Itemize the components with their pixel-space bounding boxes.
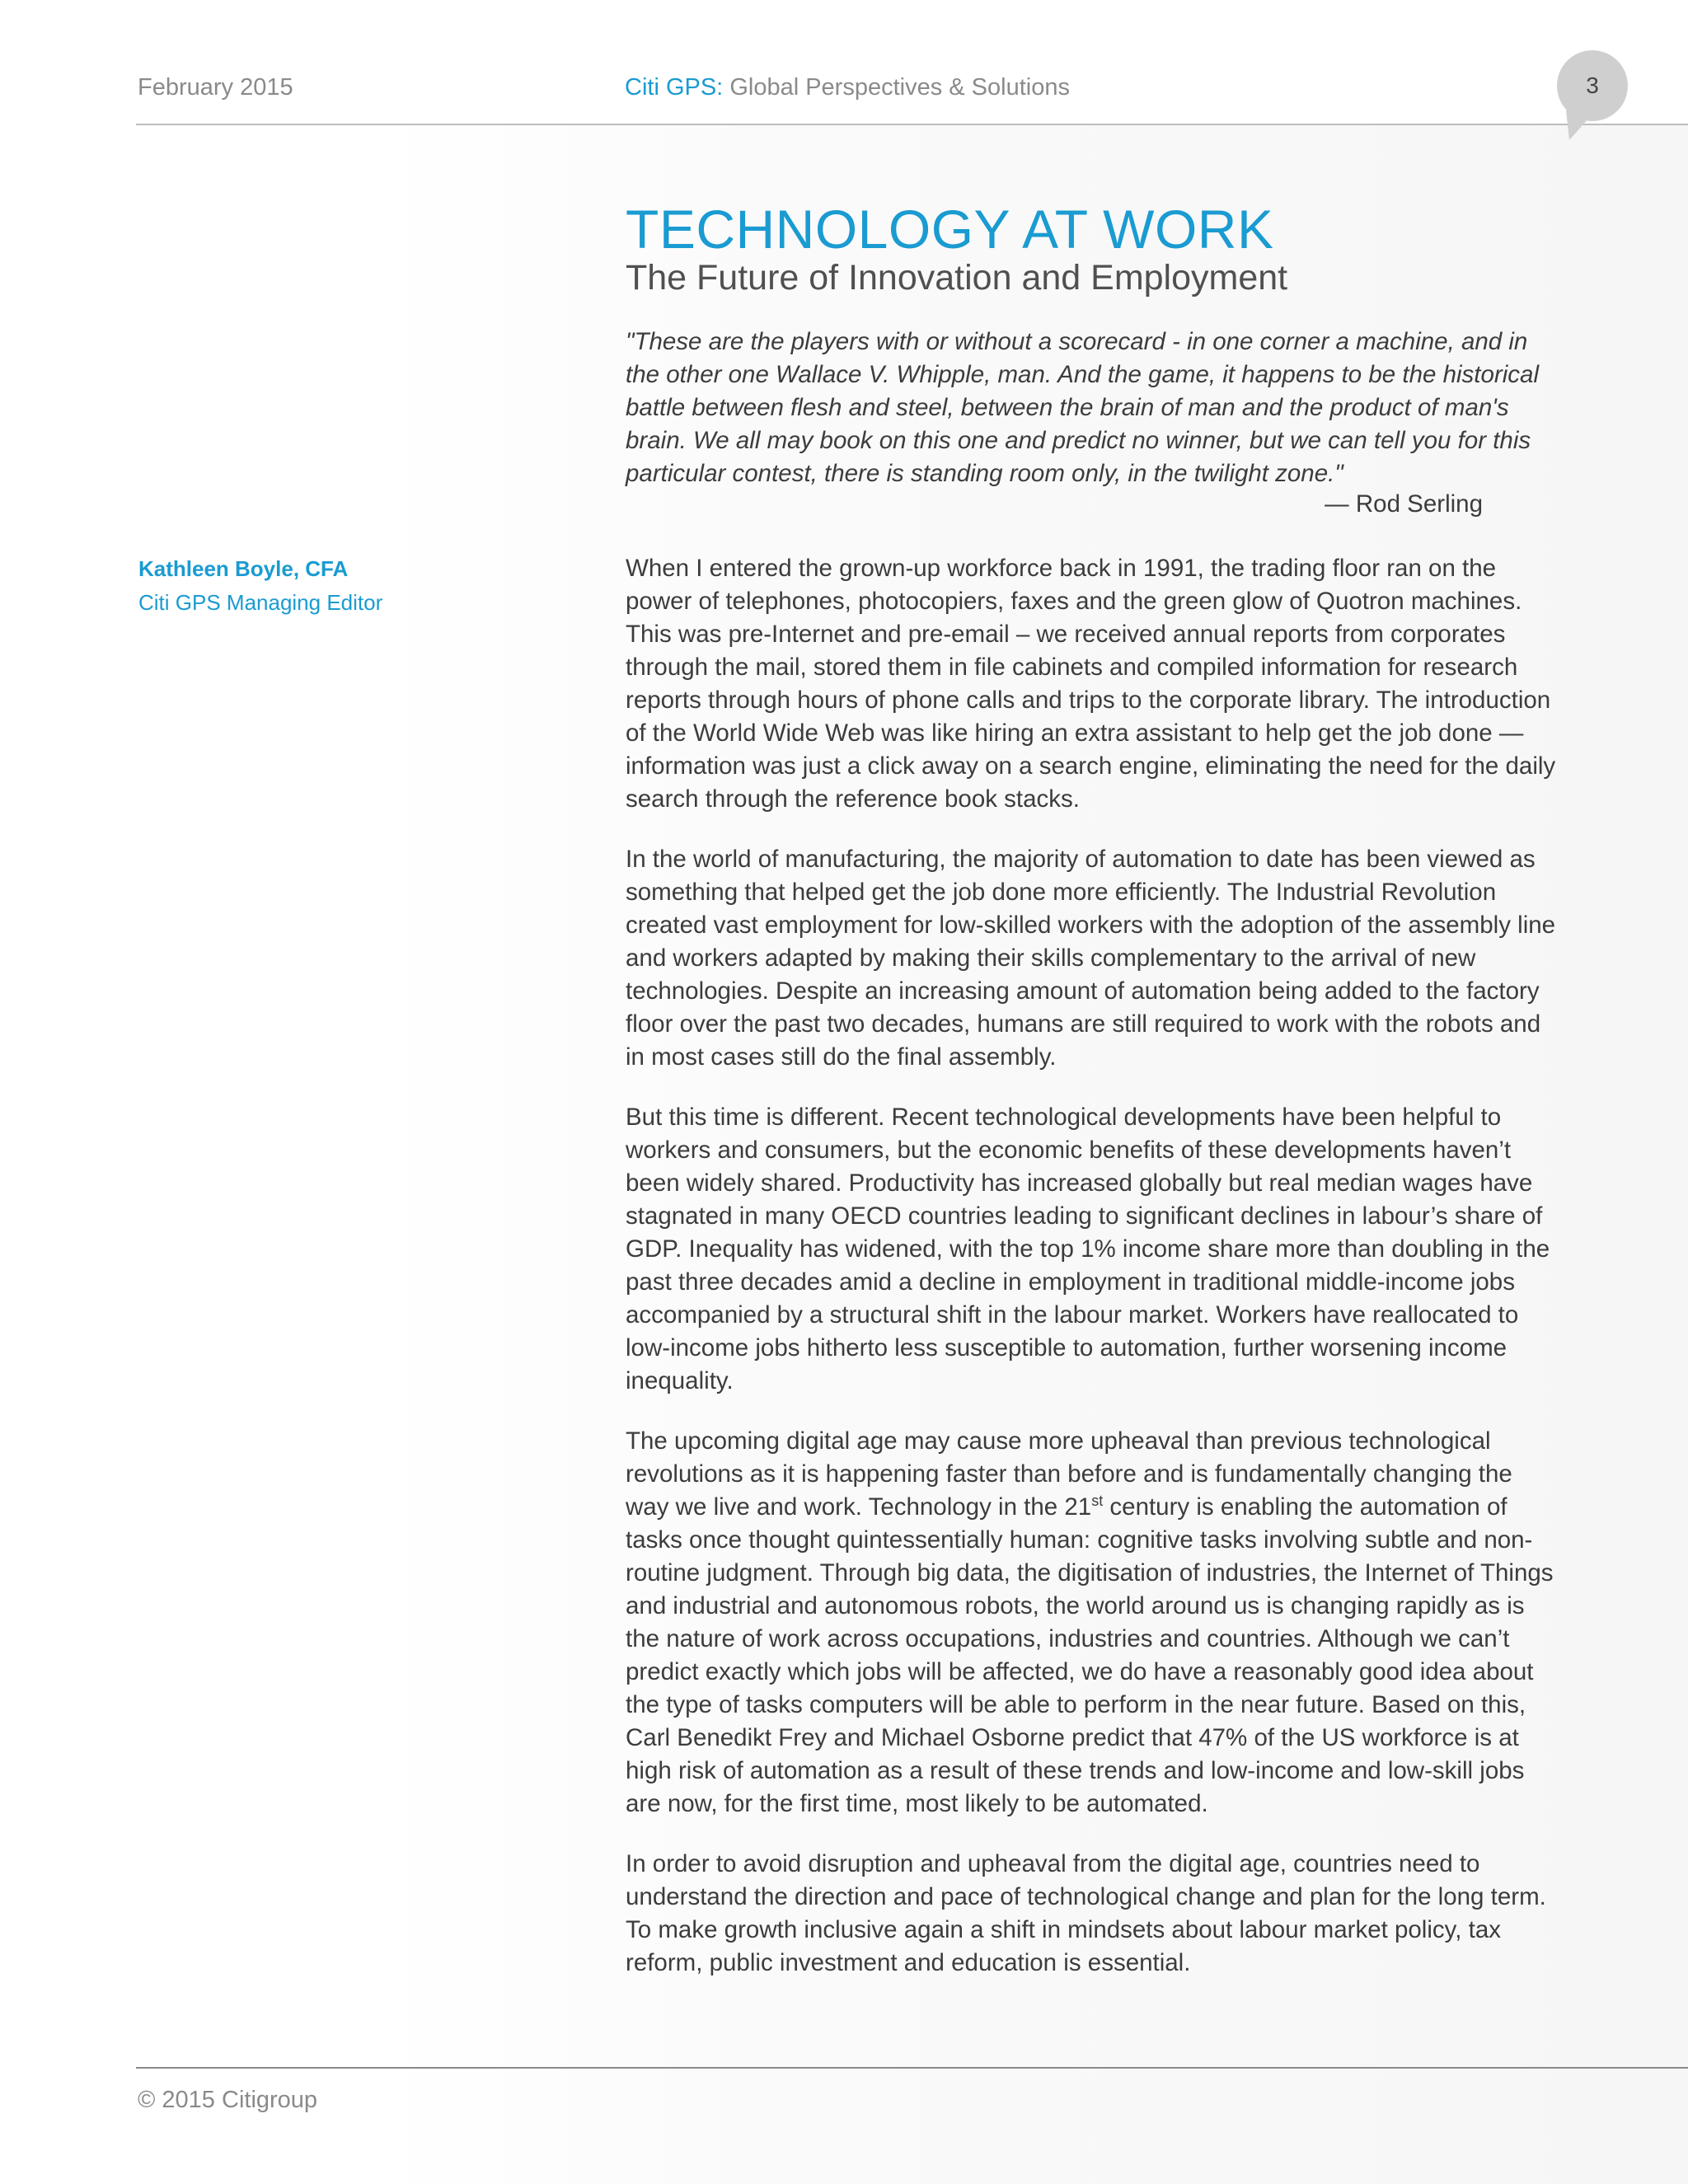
body-paragraph: In order to avoid disruption and upheaval from the digital age, countries need to understand the direction and pace of technological change and plan for the long term. To make growth inclusive again a shift in mindsets about labour market policy, tax reform, public investment and education is essential. <box>626 1850 1546 1976</box>
quote-attribution: — Rod Serling <box>1325 490 1483 518</box>
author-name: Kathleen Boyle, CFA <box>138 556 349 581</box>
superscript-suffix: st <box>1091 1493 1104 1510</box>
page-number-badge <box>1557 50 1628 121</box>
article-body <box>626 552 1557 2007</box>
author-role: Citi GPS Managing Editor <box>138 590 383 615</box>
page-number: 3 <box>1586 73 1599 98</box>
header-divider <box>136 124 1688 125</box>
body-paragraph: When I entered the grown-up workforce back in 1991, the trading floor ran on the power of telephones, photocopiers, faxes and the green glow of Quotron machines. This was pre-Internet and pre-email – we received annual reports from corporates through the mail, stored them in file cabinets and compiled information for research reports through hours of phone calls and trips to the corporate library. The introduction of the World Wide Web was like hiring an extra assistant to help get the job done — information was just a click away on a search engine, eliminating the need for the daily search through the reference book stacks. <box>626 555 1556 813</box>
epigraph-quote: "These are the players with or without a scorecard - in one corner a machine, and in the other one Wallace V. Whipple, man. And the game, it happens to be the historical battle between flesh and steel, between the brain of man and the product of man's brain. We all may book on this one and predict no winner, but we can tell you for this particular contest, there is standing room only, in the twilight zone." <box>626 328 1539 487</box>
brand-tagline: Global Perspectives & Solutions <box>729 74 1070 101</box>
page-subtitle: The Future of Innovation and Employment <box>626 258 1288 298</box>
page-title: TECHNOLOGY AT WORK <box>626 199 1274 260</box>
brand-name: Citi GPS: <box>625 74 724 101</box>
footer-divider <box>136 2067 1688 2069</box>
body-paragraph <box>626 1425 1557 1821</box>
body-paragraph: In the world of manufacturing, the majority of automation to date has been viewed as something that helped get the job done more efficiently. The Industrial Revolution created vast employment for low-skilled workers with the adoption of the assembly line and workers adapted by making their skills complementary to the arrival of new technologies. Despite an increasing amount of automation being added to the factory floor over the past two decades, humans are still required to work with the robots and in most cases still do the final assembly. <box>626 846 1556 1071</box>
body-paragraph: But this time is different. Recent technological developments have been helpful to workers and consumers, but the economic benefits of these developments haven’t been widely shared. Productivity has increased globally but real median wages have stagnated in many OECD countries leading to significant declines in labour’s share of GDP. Inequality has widened, with the top 1% income share more than doubling in the past three decades amid a decline in employment in traditional middle-income jobs accompanied by a structural shift in the labour market. Workers have reallocated to low-income jobs hitherto less susceptible to automation, further worsening income inequality. <box>626 1104 1550 1394</box>
paragraph-text: century is enabling the automation of tasks once thought quintessentially human: cognitive tasks involving subtle and non-routine judgment. Through big data, the digitisation of industries, the Internet of Things and industrial and autonomous robots, the world around us is changing rapidly as is the nature of work across occupations, industries and countries. Although we can’t predict exactly which jobs will be affected, we do have a reasonably good idea about the type of tasks computers will be able to perform in the near future. Based on this, Carl Benedikt Frey and Michael Osborne predict that 47% of the US workforce is at high risk of automation as a result of these trends and low-income and low-skill jobs are now, for the first time, most likely to be automated. <box>626 1493 1554 1817</box>
footer-copyright: © 2015 Citigroup <box>138 2087 318 2113</box>
paragraph-text: The upcoming digital age may cause more upheaval than previous technological revolutions as it is happening faster than before and is fundamentally changing the way we live and work. Technology in the 21 <box>626 1427 1512 1521</box>
header-brand <box>625 74 1070 101</box>
header-date: February 2015 <box>138 74 293 101</box>
